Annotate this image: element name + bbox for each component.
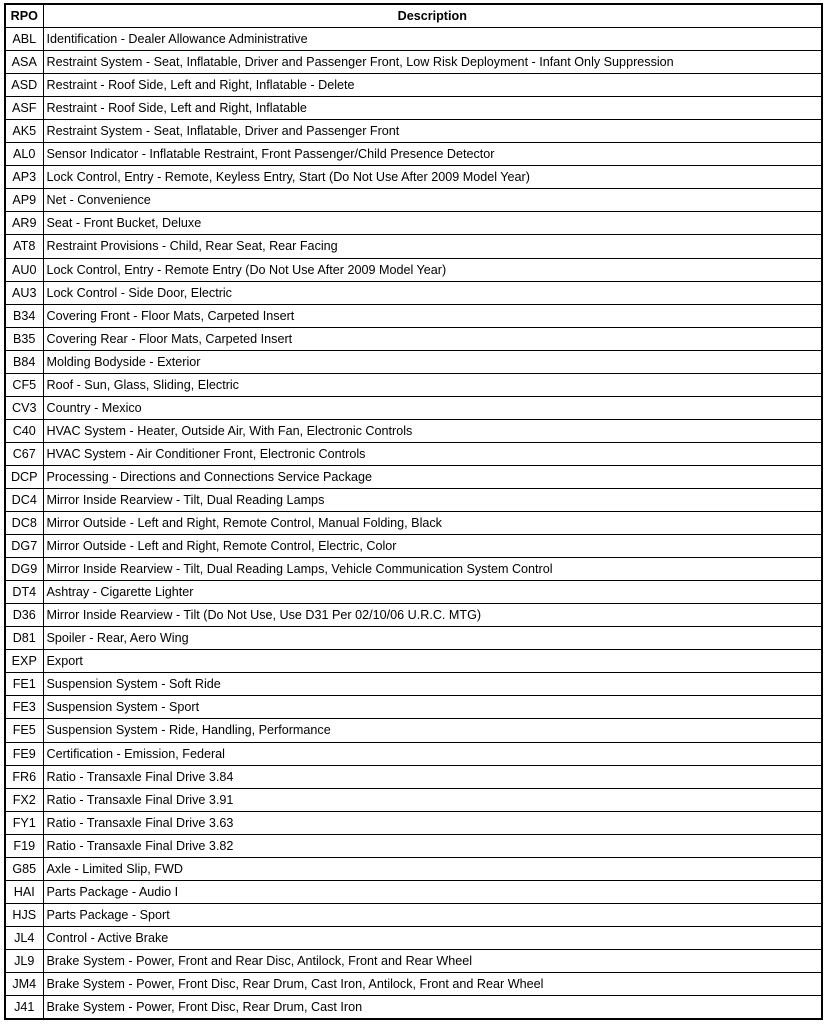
rpo-code-cell: JM4 — [5, 972, 43, 995]
description-cell: Brake System - Power, Front Disc, Rear Drum, Cast Iron, Antilock, Front and Rear Wheel — [43, 972, 822, 995]
rpo-table — [4, 3, 823, 1020]
rpo-code-cell: DC4 — [5, 488, 43, 511]
description-cell: Mirror Inside Rearview - Tilt, Dual Reading Lamps, Vehicle Communication System Control — [43, 558, 822, 581]
table-row — [5, 488, 822, 511]
description-cell: HVAC System - Air Conditioner Front, Electronic Controls — [43, 442, 822, 465]
table-row — [5, 949, 822, 972]
rpo-code-cell: CV3 — [5, 396, 43, 419]
table-row — [5, 28, 822, 51]
table-row — [5, 465, 822, 488]
table-row — [5, 719, 822, 742]
description-cell: Lock Control, Entry - Remote, Keyless Entry, Start (Do Not Use After 2009 Model Year) — [43, 166, 822, 189]
rpo-column-header: RPO — [5, 4, 43, 28]
description-cell: Parts Package - Sport — [43, 903, 822, 926]
rpo-code-cell: DC8 — [5, 512, 43, 535]
rpo-code-cell: G85 — [5, 857, 43, 880]
description-cell: Axle - Limited Slip, FWD — [43, 857, 822, 880]
table-row — [5, 535, 822, 558]
table-row — [5, 558, 822, 581]
rpo-code-cell: AL0 — [5, 143, 43, 166]
table-row — [5, 742, 822, 765]
table-row — [5, 926, 822, 949]
description-cell: Country - Mexico — [43, 396, 822, 419]
description-cell: Ashtray - Cigarette Lighter — [43, 581, 822, 604]
table-row — [5, 696, 822, 719]
rpo-code-cell: FR6 — [5, 765, 43, 788]
table-row — [5, 51, 822, 74]
rpo-code-cell: D81 — [5, 627, 43, 650]
description-cell: Suspension System - Ride, Handling, Performance — [43, 719, 822, 742]
rpo-code-cell: AU0 — [5, 258, 43, 281]
description-cell: Seat - Front Bucket, Deluxe — [43, 212, 822, 235]
rpo-code-cell: AU3 — [5, 281, 43, 304]
description-cell: Brake System - Power, Front Disc, Rear Drum, Cast Iron — [43, 996, 822, 1020]
table-row — [5, 281, 822, 304]
table-row — [5, 811, 822, 834]
rpo-code-cell: FE1 — [5, 673, 43, 696]
rpo-code-cell: AK5 — [5, 120, 43, 143]
description-cell: Molding Bodyside - Exterior — [43, 350, 822, 373]
table-row — [5, 396, 822, 419]
table-row — [5, 373, 822, 396]
table-row — [5, 350, 822, 373]
table-row — [5, 97, 822, 120]
description-cell: HVAC System - Heater, Outside Air, With Fan, Electronic Controls — [43, 419, 822, 442]
rpo-code-cell: JL4 — [5, 926, 43, 949]
description-cell: Covering Rear - Floor Mats, Carpeted Insert — [43, 327, 822, 350]
description-cell: Brake System - Power, Front and Rear Disc, Antilock, Front and Rear Wheel — [43, 949, 822, 972]
description-cell: Restraint - Roof Side, Left and Right, Inflatable - Delete — [43, 74, 822, 97]
table-row — [5, 327, 822, 350]
description-cell: Mirror Inside Rearview - Tilt, Dual Reading Lamps — [43, 488, 822, 511]
rpo-code-cell: DG7 — [5, 535, 43, 558]
rpo-code-cell: B84 — [5, 350, 43, 373]
rpo-code-cell: FY1 — [5, 811, 43, 834]
rpo-code-cell: ASA — [5, 51, 43, 74]
rpo-code-cell: HJS — [5, 903, 43, 926]
rpo-code-cell: HAI — [5, 880, 43, 903]
description-cell: Certification - Emission, Federal — [43, 742, 822, 765]
table-row — [5, 857, 822, 880]
description-cell: Restraint System - Seat, Inflatable, Driver and Passenger Front, Low Risk Deployment - Infant Only Suppression — [43, 51, 822, 74]
description-cell: Roof - Sun, Glass, Sliding, Electric — [43, 373, 822, 396]
rpo-code-cell: D36 — [5, 604, 43, 627]
rpo-code-cell: DT4 — [5, 581, 43, 604]
description-cell: Lock Control - Side Door, Electric — [43, 281, 822, 304]
description-cell: Covering Front - Floor Mats, Carpeted Insert — [43, 304, 822, 327]
header-row — [5, 4, 822, 28]
table-row — [5, 765, 822, 788]
table-row — [5, 673, 822, 696]
description-cell: Parts Package - Audio I — [43, 880, 822, 903]
description-cell: Restraint - Roof Side, Left and Right, Inflatable — [43, 97, 822, 120]
table-row — [5, 120, 822, 143]
description-cell: Suspension System - Sport — [43, 696, 822, 719]
table-row — [5, 650, 822, 673]
table-row — [5, 788, 822, 811]
rpo-code-cell: ASF — [5, 97, 43, 120]
table-row — [5, 212, 822, 235]
rpo-code-cell: B34 — [5, 304, 43, 327]
table-row — [5, 512, 822, 535]
rpo-code-cell: FE9 — [5, 742, 43, 765]
rpo-code-cell: FE5 — [5, 719, 43, 742]
table-row — [5, 581, 822, 604]
rpo-code-cell: FE3 — [5, 696, 43, 719]
description-cell: Suspension System - Soft Ride — [43, 673, 822, 696]
table-row — [5, 996, 822, 1020]
description-cell: Export — [43, 650, 822, 673]
description-cell: Control - Active Brake — [43, 926, 822, 949]
table-row — [5, 74, 822, 97]
table-row — [5, 442, 822, 465]
table-row — [5, 143, 822, 166]
description-column-header: Description — [43, 4, 822, 28]
table-row — [5, 834, 822, 857]
description-cell: Net - Convenience — [43, 189, 822, 212]
description-cell: Restraint Provisions - Child, Rear Seat, Rear Facing — [43, 235, 822, 258]
description-cell: Ratio - Transaxle Final Drive 3.63 — [43, 811, 822, 834]
table-row — [5, 258, 822, 281]
description-cell: Processing - Directions and Connections Service Package — [43, 465, 822, 488]
table-row — [5, 419, 822, 442]
description-cell: Mirror Outside - Left and Right, Remote Control, Manual Folding, Black — [43, 512, 822, 535]
description-cell: Identification - Dealer Allowance Administrative — [43, 28, 822, 51]
description-cell: Sensor Indicator - Inflatable Restraint, Front Passenger/Child Presence Detector — [43, 143, 822, 166]
table-row — [5, 627, 822, 650]
rpo-code-cell: FX2 — [5, 788, 43, 811]
rpo-code-cell: C40 — [5, 419, 43, 442]
description-cell: Mirror Inside Rearview - Tilt (Do Not Use, Use D31 Per 02/10/06 U.R.C. MTG) — [43, 604, 822, 627]
description-cell: Spoiler - Rear, Aero Wing — [43, 627, 822, 650]
rpo-code-cell: AP9 — [5, 189, 43, 212]
rpo-code-cell: C67 — [5, 442, 43, 465]
table-row — [5, 903, 822, 926]
rpo-code-cell: ABL — [5, 28, 43, 51]
table-row — [5, 604, 822, 627]
description-cell: Restraint System - Seat, Inflatable, Driver and Passenger Front — [43, 120, 822, 143]
rpo-code-cell: AR9 — [5, 212, 43, 235]
table-row — [5, 235, 822, 258]
rpo-code-cell: AP3 — [5, 166, 43, 189]
table-row — [5, 972, 822, 995]
description-cell: Ratio - Transaxle Final Drive 3.84 — [43, 765, 822, 788]
description-cell: Lock Control, Entry - Remote Entry (Do Not Use After 2009 Model Year) — [43, 258, 822, 281]
table-row — [5, 304, 822, 327]
rpo-table-body — [5, 28, 822, 1020]
rpo-code-cell: F19 — [5, 834, 43, 857]
rpo-code-cell: JL9 — [5, 949, 43, 972]
description-cell: Ratio - Transaxle Final Drive 3.91 — [43, 788, 822, 811]
rpo-code-cell: J41 — [5, 996, 43, 1020]
table-row — [5, 880, 822, 903]
rpo-code-cell: AT8 — [5, 235, 43, 258]
rpo-code-cell: EXP — [5, 650, 43, 673]
rpo-code-cell: DG9 — [5, 558, 43, 581]
rpo-code-cell: B35 — [5, 327, 43, 350]
description-cell: Ratio - Transaxle Final Drive 3.82 — [43, 834, 822, 857]
description-cell: Mirror Outside - Left and Right, Remote Control, Electric, Color — [43, 535, 822, 558]
rpo-code-cell: ASD — [5, 74, 43, 97]
table-row — [5, 166, 822, 189]
table-row — [5, 189, 822, 212]
rpo-code-cell: CF5 — [5, 373, 43, 396]
rpo-code-cell: DCP — [5, 465, 43, 488]
